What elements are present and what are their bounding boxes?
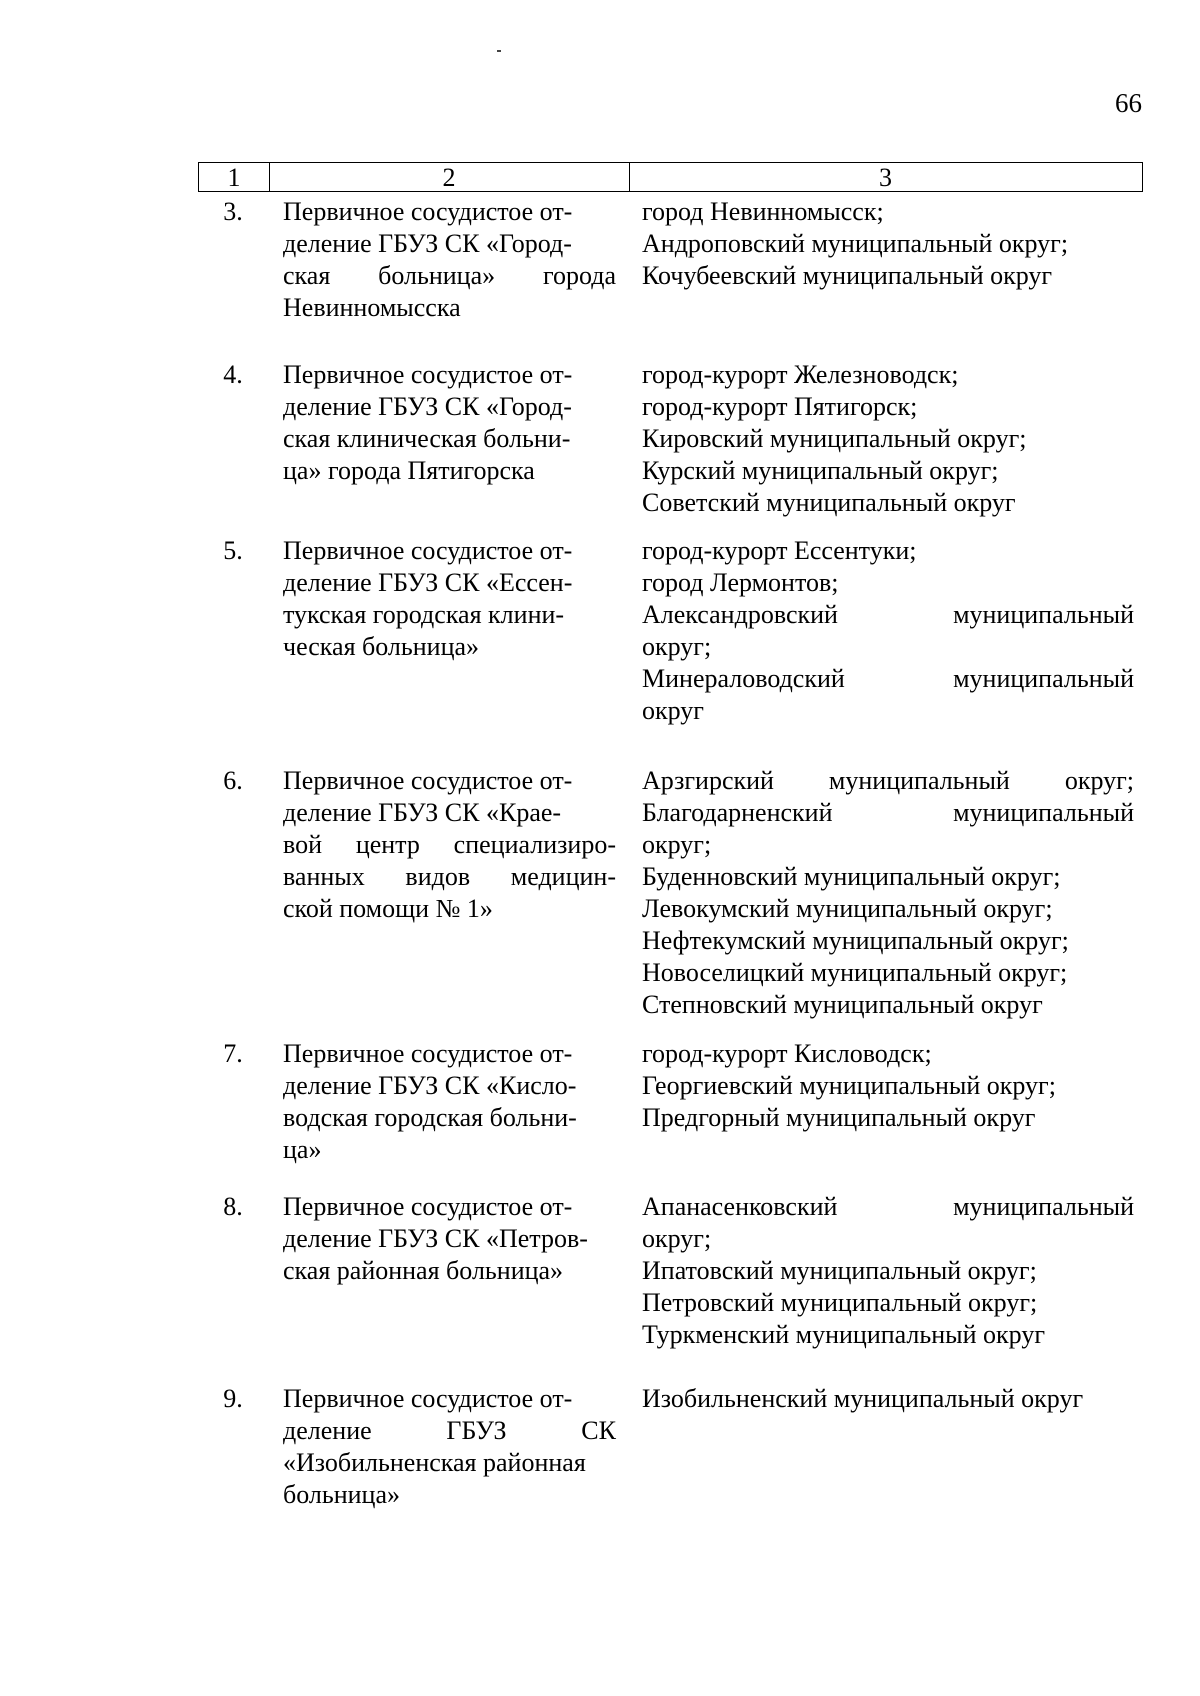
- institution-line: ская больница» города: [283, 261, 616, 290]
- institution-line: деление ГБУЗ СК «Кисло-: [283, 1071, 577, 1100]
- districts-cell: [642, 359, 1134, 519]
- district-line: Советский муниципальный округ: [642, 488, 1016, 517]
- table-header-row: [198, 162, 1143, 192]
- district-line: округ;: [642, 1224, 712, 1253]
- district-line: Курский муниципальный округ;: [642, 456, 999, 485]
- district-line: город-курорт Кисловодск;: [642, 1039, 932, 1068]
- institution-line: Первичное сосудистое от-: [283, 360, 573, 389]
- district-line: Апанасенковский муниципальный: [642, 1192, 1134, 1221]
- page-number: 66: [1115, 88, 1142, 118]
- table-row: [198, 765, 1143, 1038]
- districts-cell: [642, 535, 1134, 727]
- table-row: [198, 1383, 1143, 1533]
- district-line: округ;: [642, 632, 712, 661]
- row-number: 7.: [223, 1039, 243, 1068]
- row-number: 6.: [223, 766, 243, 795]
- district-line: Георгиевский муниципальный округ;: [642, 1071, 1056, 1100]
- table-row: [198, 359, 1143, 535]
- table-row: [198, 196, 1143, 359]
- district-line: Буденновский муниципальный округ;: [642, 862, 1061, 891]
- institution-line: деление ГБУЗ СК: [283, 1416, 616, 1445]
- institution-line: ческая больница»: [283, 632, 480, 661]
- header-col-1: 1: [199, 163, 270, 191]
- districts-cell: [642, 196, 1134, 292]
- district-line: Благодарненский муниципальный: [642, 798, 1134, 827]
- institution-line: «Изобильненская районная: [283, 1448, 586, 1477]
- row-number: 8.: [223, 1192, 243, 1221]
- institution-line: Первичное сосудистое от-: [283, 197, 573, 226]
- institution-line: ца»: [283, 1135, 322, 1164]
- institution-line: ская районная больница»: [283, 1256, 564, 1285]
- districts-cell: [642, 1038, 1134, 1134]
- institution-line: водская городская больни-: [283, 1103, 577, 1132]
- district-line: Левокумский муниципальный округ;: [642, 894, 1053, 923]
- district-line: Новоселицкий муниципальный округ;: [642, 958, 1068, 987]
- institution-line: ской помощи № 1»: [283, 894, 493, 923]
- district-line: город Невинномысск;: [642, 197, 884, 226]
- district-line: город-курорт Пятигорск;: [642, 392, 918, 421]
- institution-line: Первичное сосудистое от-: [283, 766, 573, 795]
- header-col-2: 2: [269, 163, 630, 191]
- district-line: Изобильненский муниципальный округ: [642, 1384, 1084, 1413]
- district-line: Кочубеевский муниципальный округ: [642, 261, 1053, 290]
- district-line: город-курорт Железноводск;: [642, 360, 959, 389]
- institution-line: деление ГБУЗ СК «Город-: [283, 229, 572, 258]
- institution-cell: [283, 196, 616, 324]
- district-line: город Лермонтов;: [642, 568, 839, 597]
- institution-line: деление ГБУЗ СК «Город-: [283, 392, 572, 421]
- districts-cell: [642, 765, 1134, 1021]
- table-row: [198, 1038, 1143, 1191]
- table-row: [198, 1191, 1143, 1383]
- district-line: Ипатовский муниципальный округ;: [642, 1256, 1037, 1285]
- institution-line: Первичное сосудистое от-: [283, 1039, 573, 1068]
- institution-line: Первичное сосудистое от-: [283, 536, 573, 565]
- institution-line: деление ГБУЗ СК «Ессен-: [283, 568, 573, 597]
- district-line: округ: [642, 696, 704, 725]
- district-line: Александровский муниципальный: [642, 600, 1134, 629]
- institution-line: деление ГБУЗ СК «Петров-: [283, 1224, 588, 1253]
- districts-cell: [642, 1191, 1134, 1351]
- district-line: Степновский муниципальный округ: [642, 990, 1043, 1019]
- table-body: [198, 196, 1143, 1533]
- institution-line: тукская городская клини-: [283, 600, 565, 629]
- institution-line: Первичное сосудистое от-: [283, 1384, 573, 1413]
- district-line: Арзгирский муниципальный округ;: [642, 766, 1134, 795]
- institution-cell: [283, 765, 616, 925]
- row-number: 5.: [223, 536, 243, 565]
- institution-line: вой центр специализиро-: [283, 830, 616, 859]
- district-line: Нефтекумский муниципальный округ;: [642, 926, 1069, 955]
- row-number: 3.: [223, 197, 243, 226]
- district-line: Предгорный муниципальный округ: [642, 1103, 1036, 1132]
- institution-line: Первичное сосудистое от-: [283, 1192, 573, 1221]
- district-line: Кировский муниципальный округ;: [642, 424, 1027, 453]
- row-number: 9.: [223, 1384, 243, 1413]
- institution-line: ца» города Пятигорска: [283, 456, 535, 485]
- institution-cell: [283, 359, 616, 487]
- table-row: [198, 535, 1143, 765]
- institution-line: деление ГБУЗ СК «Крае-: [283, 798, 562, 827]
- institution-cell: [283, 1383, 616, 1511]
- institution-cell: [283, 535, 616, 663]
- header-col-3: 3: [879, 163, 892, 192]
- institution-cell: [283, 1038, 616, 1166]
- institution-line: больница»: [283, 1480, 400, 1509]
- institution-line: Невинномысска: [283, 293, 461, 322]
- district-line: округ;: [642, 830, 712, 859]
- district-line: Туркменский муниципальный округ: [642, 1320, 1045, 1349]
- row-number: 4.: [223, 360, 243, 389]
- district-line: Петровский муниципальный округ;: [642, 1288, 1038, 1317]
- institution-cell: [283, 1191, 616, 1287]
- institution-line: ванных видов медицин-: [283, 862, 616, 891]
- scan-speck: [497, 50, 501, 52]
- district-line: Минераловодский муниципальный: [642, 664, 1134, 693]
- institution-line: ская клиническая больни-: [283, 424, 571, 453]
- district-line: город-курорт Ессентуки;: [642, 536, 917, 565]
- districts-cell: [642, 1383, 1134, 1415]
- district-line: Андроповский муниципальный округ;: [642, 229, 1069, 258]
